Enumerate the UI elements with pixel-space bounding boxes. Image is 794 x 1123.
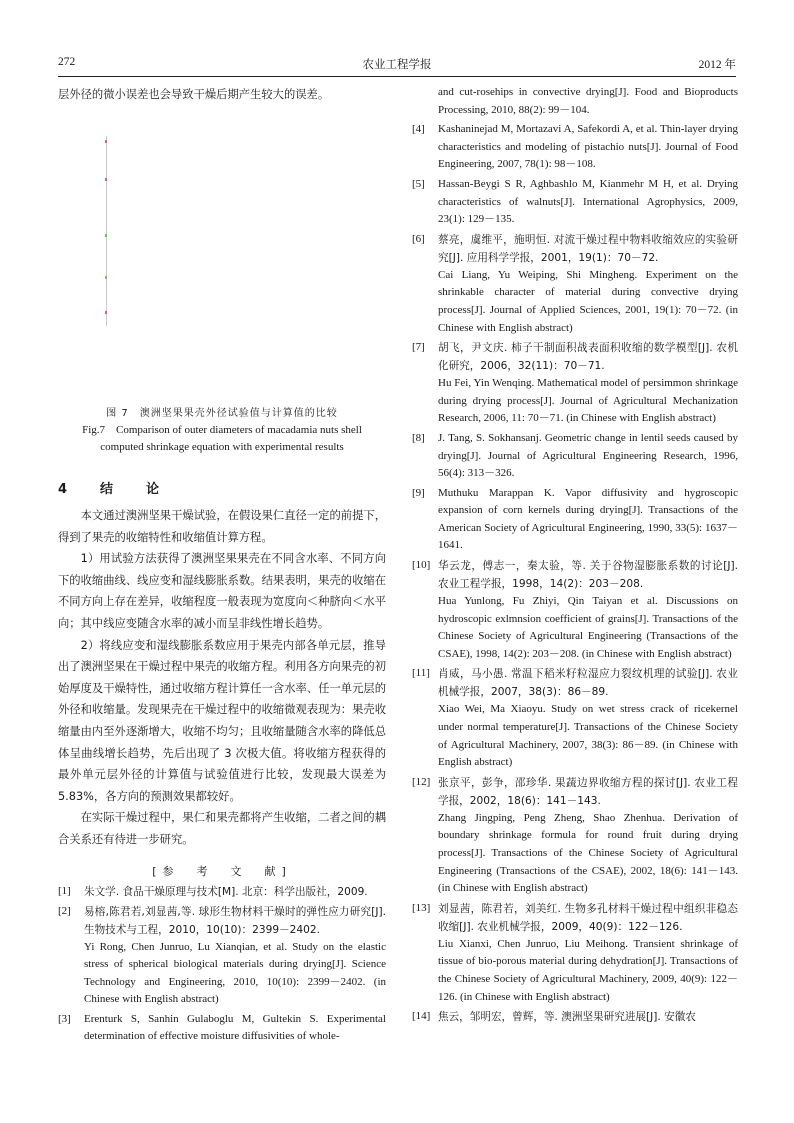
- journal-name: 农业工程学报: [362, 59, 432, 71]
- conclusion-paragraph: 在实际干燥过程中，果仁和果壳都将产生收缩，二者之间的耦合关系还有待进一步研究。: [58, 811, 386, 846]
- figure-marker: [105, 311, 107, 314]
- reference-number: [13]: [412, 901, 431, 914]
- reference-number: [2]: [58, 904, 71, 917]
- reference-number: [4]: [412, 123, 425, 136]
- reference-entry: [412, 430, 738, 483]
- reference-text: J. Tang, S. Sokhansanj. Geometric change in lentil seeds caused by drying[J]. Journal of Agricultural Engineering Research, 1996, 56(4): 313－326.: [438, 431, 738, 480]
- reference-entry: [58, 903, 386, 1009]
- reference-entry: [58, 1011, 386, 1046]
- reference-text: 张京平，彭争，邵珍华. 果蔬边界收缩方程的探讨[J]. 农业工程学报，2002，18(6)：141－143.: [438, 776, 738, 807]
- reference-number: [6]: [412, 232, 425, 245]
- reference-text: 刘显茜，陈君若，刘美红. 生物多孔材料干燥过程中组织非稳态收缩[J]. 农业机械学报，2009，40(9)：122－126.: [438, 902, 738, 933]
- reference-number: [14]: [412, 1010, 431, 1023]
- section-title-conclusion: 4 结 论: [58, 482, 170, 497]
- reference-entry: [412, 84, 738, 119]
- reference-text: 朱文学. 食品干燥原理与技术[M]. 北京：科学出版社，2009.: [84, 885, 368, 898]
- publication-year: 2012 年: [698, 59, 736, 71]
- reference-text: 华云龙，傅志一，秦太验，等. 关于谷物湿膨胀系数的讨论[J]. 农业工程学报，1998，14(2)：203－208.: [438, 560, 738, 591]
- reference-text: Erenturk S, Sanhin Gulaboglu M, Gultekin S. Experimental determination of effective moisture diffusivities of whole-: [84, 1012, 386, 1043]
- reference-text: Hassan-Beygi S R, Aghbashlo M, Kianmehr M H, et al. Drying characteristics of walnuts[J]. International Agrophysics, 2009, 23(1): 129－135.: [438, 177, 738, 226]
- reference-entry: [412, 121, 738, 174]
- figure-caption-en-line2: computed shrinkage equation with experimental results: [100, 441, 344, 453]
- left-column: [58, 84, 386, 1048]
- reference-number: [10]: [412, 559, 431, 572]
- figure-marker: [105, 178, 107, 181]
- figure-marker: [105, 140, 107, 143]
- reference-entry: [412, 176, 738, 229]
- reference-number: [9]: [412, 486, 425, 499]
- reference-text: Xiao Wei, Ma Xiaoyu. Study on wet stress crack of ricekernel under normal temperature[J]. Transactions of the Chinese Society of Agricultural Machinery, 2007, 38(3): 86－89. (in Chinese with English abstract): [438, 703, 738, 769]
- reference-number: [5]: [412, 177, 425, 190]
- reference-text: 胡飞，尹文庆. 柿子干制面积战表面积收缩的数学模型[J]. 农机化研究，2006，32(11)：70－71.: [438, 342, 738, 373]
- right-column: [412, 84, 738, 1028]
- conclusion-paragraph: 本文通过澳洲坚果干燥试验，在假设果仁直径一定的前提下，得到了果壳的收缩特性和收缩值计算方程。: [58, 509, 386, 544]
- page-header: [58, 56, 736, 74]
- reference-text: Kashaninejad M, Mortazavi A, Safekordi A, et al. Thin-layer drying characteristics and modeling of pistachio nuts[J]. Journal of Food Engineering, 2007, 78(1): 98－108.: [438, 123, 738, 171]
- reference-text: 易榕,陈君若,刘显茜,等. 球形生物材料干燥时的弹性应力研究[J]. 生物技术与工程，2010，10(10)：2399－2402.: [84, 905, 386, 936]
- figure-marker: [105, 234, 107, 237]
- reference-number: [3]: [58, 1012, 71, 1025]
- reference-entry: [412, 900, 738, 1006]
- figure-marker: [105, 276, 107, 279]
- reference-text: Cai Liang, Yu Weiping, Shi Mingheng. Experiment on the shrinkable character of material during convective drying process[J]. Journal of Applied Sciences, 2001, 19(1): 70－72. (in Chinese with English abstract): [438, 268, 738, 334]
- conclusion-paragraph: 2）将线应变和湿线膨胀系数应用于果壳内部各单元层，推导出了澳洲坚果在干燥过程中果壳的收缩方程。利用各方向果壳的初始厚度及干燥特性，通过收缩方程计算任一含水率、任一单元层的外径和收缩量。发现果壳在干燥过程中的收缩微观表现为：果壳收缩量由内至外逐渐增大，收缩不均匀；且收缩量随含水率的降低总体呈曲线增长趋势，先后出现了 3 次极大值。将收缩方程获得的最外单元层外径的计算值与试验值进行比较，发现最大误差为 5.83%，各方向的预测效果都较好。: [58, 638, 386, 803]
- reference-text: 肖威，马小愚. 常温下稻米籽粒湿应力裂纹机理的试验[J]. 农业机械学报，2007，38(3)：86－89.: [438, 668, 738, 699]
- reference-entry: [412, 339, 738, 428]
- reference-number: [8]: [412, 431, 425, 444]
- header-rule: [58, 76, 736, 77]
- reference-entry: [412, 774, 738, 898]
- reference-number: [1]: [58, 884, 71, 897]
- conclusion-paragraph: 1）用试验方法获得了澳洲坚果果壳在不同含水率、不同方向下的收缩曲线、线应变和湿线膨胀系数。结果表明，果壳的收缩在不同方向上存在差异，收缩程度一般表现为宽度向＜种脐向＜水平向；其中线应变随含水率的减小而呈非线性增长趋势。: [58, 552, 386, 630]
- reference-text: Hua Yunlong, Fu Zhiyi, Qin Taiyan et al. Discussions on hydroscopic exlmnsion coefficient of grains[J]. Transactions of the Chinese Society of Agricultural Engineering (Transactions of the CSAE), 1998, 14(2): 203－208. (in Chinese with English abstract): [438, 595, 738, 660]
- reference-text: Liu Xianxi, Chen Junruo, Liu Meihong. Transient shrinkage of tissue of bio-porous material during dehydration[J]. Transactions of the Chinese Society of Agricultural Machinery, 2009, 40(9): 122－126. (in Chinese with English abstract): [438, 937, 738, 1003]
- reference-text: Yi Rong, Chen Junruo, Lu Xianqian, et al. Study on the elastic stress of spherical biological materials during drying[J]. Science Technology and Engineering, 2010, 10(10): 2399－2402. (in Chinese with English abstract): [84, 940, 386, 1006]
- reference-entry: [412, 231, 738, 337]
- reference-entry: [412, 665, 738, 771]
- figure-7: [58, 106, 386, 406]
- reference-text: 焦云，邹明宏，曾辉，等. 澳洲坚果研究进展[J]. 安徽农: [438, 1011, 696, 1024]
- reference-number: [11]: [412, 667, 430, 680]
- reference-text: and cut-rosehips in convective drying[J]. Food and Bioproducts Processing, 2010, 88(2): 99－104.: [438, 86, 738, 116]
- reference-entry: [412, 557, 738, 663]
- reference-number: [12]: [412, 775, 431, 788]
- reference-entry: [412, 1008, 738, 1026]
- reference-text: Hu Fei, Yin Wenqing. Mathematical model of persimmon shrinkage during drying process[J]. Journal of Agricultural Mechanization Research, 2006, 11: 70－71. (in Chinese with English abstract): [438, 377, 738, 425]
- intro-line: 层外径的微小误差也会导致干燥后期产生较大的误差。: [58, 88, 330, 101]
- reference-entry: [412, 485, 738, 555]
- figure-axis-line: [106, 136, 107, 326]
- page-number: 272: [58, 56, 76, 68]
- references-title: [参 考 文 献]: [152, 864, 292, 878]
- reference-text: Muthuku Marappan K. Vapor diffusivity and hygroscopic expansion of corn kernels during drying[J]. Transactions of the American Society of Agricultural Engineering, 1990, 33(5): 1637－1641.: [438, 486, 738, 552]
- figure-caption-cn: 图 7 澳洲坚果果壳外径试验值与计算值的比较: [106, 408, 338, 419]
- reference-text: Zhang Jingping, Peng Zheng, Shao Zhenhua. Derivation of boundary shrinkage formula for round fruit during drying process[J]. Transactions of the Chinese Society of Agricultural Engineering (Transactions of the CSAE), 2002, 18(6): 141－143. (in Chinese with English abstract): [438, 811, 738, 895]
- reference-entry: [58, 883, 386, 901]
- figure-caption-en-line1: Fig.7 Comparison of outer diameters of macadamia nuts shell: [82, 424, 362, 436]
- reference-text: 蔡亮，虞维平，施明恒. 对流干燥过程中物料收缩效应的实验研究[J]. 应用科学学报，2001，19(1)：70－72.: [438, 233, 738, 264]
- reference-number: [7]: [412, 341, 425, 354]
